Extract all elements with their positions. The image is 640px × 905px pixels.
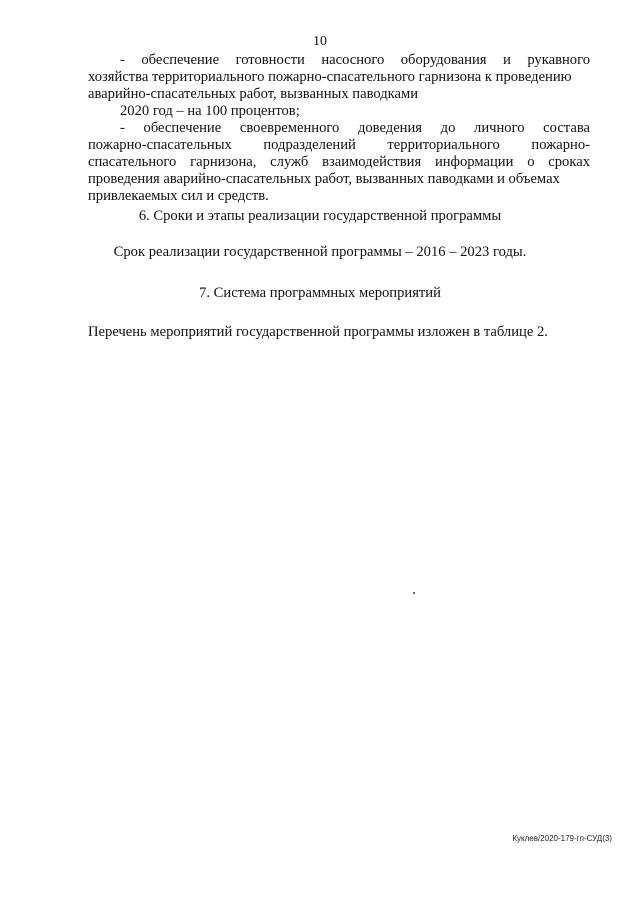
text-line: спасательного гарнизона, служб взаимодействия информации о сроках <box>88 154 590 170</box>
text-line: 2020 год – на 100 процентов; <box>120 103 300 119</box>
document-code: Куклев/2020-179-гп-СУД(3) <box>512 834 612 843</box>
text-line: пожарно-спасательных подразделений территориального пожарно- <box>88 137 590 153</box>
text-line: аварийно-спасательных работ, вызванных паводками <box>88 86 419 102</box>
page-number: 10 <box>313 34 327 49</box>
text-line: проведения аварийно-спасательных работ, вызванных паводками и объемах <box>88 171 560 187</box>
program-term-text: Срок реализации государственной программы – 2016 – 2023 годы. <box>113 244 527 260</box>
text-line: хозяйства территориального пожарно-спасательного гарнизона к проведению <box>88 69 572 85</box>
paragraph-readiness <box>88 52 590 205</box>
section-title-events: 7. Система программных мероприятий <box>199 285 441 301</box>
text-line: - обеспечение своевременного доведения до личного состава <box>120 120 590 136</box>
events-list-text: Перечень мероприятий государственной программы изложен в таблице 2. <box>88 324 548 340</box>
section-title-terms: 6. Сроки и этапы реализации государственной программы <box>138 208 502 224</box>
text-line: привлекаемых сил и средств. <box>88 188 269 204</box>
text-line: - обеспечение готовности насосного оборудования и рукавного <box>120 52 590 68</box>
scan-speck <box>413 592 415 594</box>
